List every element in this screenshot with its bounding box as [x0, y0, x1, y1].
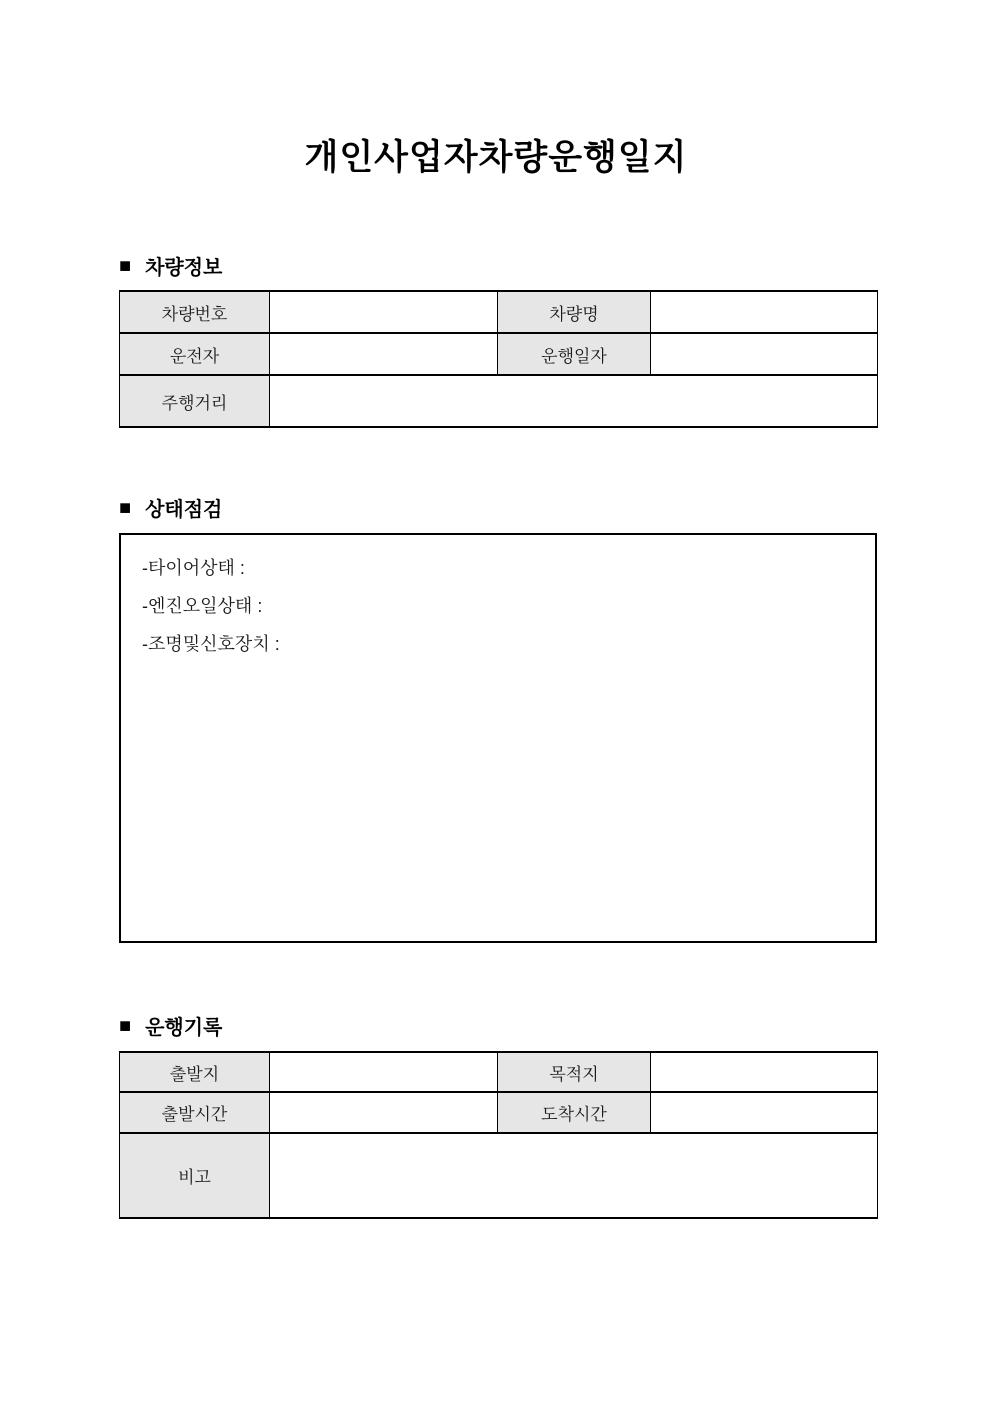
table-row — [120, 1092, 878, 1133]
label-mileage: 주행거리 — [120, 375, 270, 427]
page-title: 개인사업자차량운행일지 — [304, 138, 688, 177]
square-bullet-icon: ■ — [119, 1014, 132, 1037]
table-row — [120, 333, 878, 375]
section-title: 차량정보 — [145, 257, 223, 279]
field-departure-place[interactable] — [270, 1052, 498, 1092]
check-item-lights-signals: -조명및신호장치 : — [142, 634, 280, 654]
table-row — [120, 1133, 878, 1218]
table-row — [120, 291, 878, 333]
table-row — [120, 1052, 878, 1092]
label-driver: 운전자 — [120, 333, 270, 375]
field-arrival-time[interactable] — [651, 1092, 878, 1133]
square-bullet-icon: ■ — [119, 496, 132, 519]
label-departure-place: 출발지 — [120, 1052, 270, 1092]
table-row — [120, 375, 878, 427]
label-drive-date: 운행일자 — [498, 333, 651, 375]
condition-check-box[interactable] — [119, 533, 877, 943]
section-title: 상태점검 — [145, 499, 223, 521]
check-item-engine-oil: -엔진오일상태 : — [142, 596, 263, 616]
label-vehicle-number: 차량번호 — [120, 291, 270, 333]
label-remarks: 비고 — [120, 1133, 270, 1218]
field-drive-date[interactable] — [651, 333, 878, 375]
label-departure-time: 출발시간 — [120, 1092, 270, 1133]
field-destination[interactable] — [651, 1052, 878, 1092]
label-destination: 목적지 — [498, 1052, 651, 1092]
field-vehicle-name[interactable] — [651, 291, 878, 333]
check-item-tire: -타이어상태 : — [142, 558, 245, 578]
section-title: 운행기록 — [145, 1017, 223, 1039]
section-drive-record-header — [119, 1011, 877, 1040]
section-vehicle-info-header — [119, 251, 877, 280]
field-mileage[interactable] — [270, 375, 878, 427]
drive-record-table — [119, 1051, 878, 1219]
field-departure-time[interactable] — [270, 1092, 498, 1133]
label-arrival-time: 도착시간 — [498, 1092, 651, 1133]
field-remarks[interactable] — [270, 1133, 878, 1218]
field-driver[interactable] — [270, 333, 498, 375]
field-vehicle-number[interactable] — [270, 291, 498, 333]
label-vehicle-name: 차량명 — [498, 291, 651, 333]
section-condition-check-header — [119, 493, 877, 522]
vehicle-info-table — [119, 290, 878, 428]
square-bullet-icon: ■ — [119, 254, 132, 277]
